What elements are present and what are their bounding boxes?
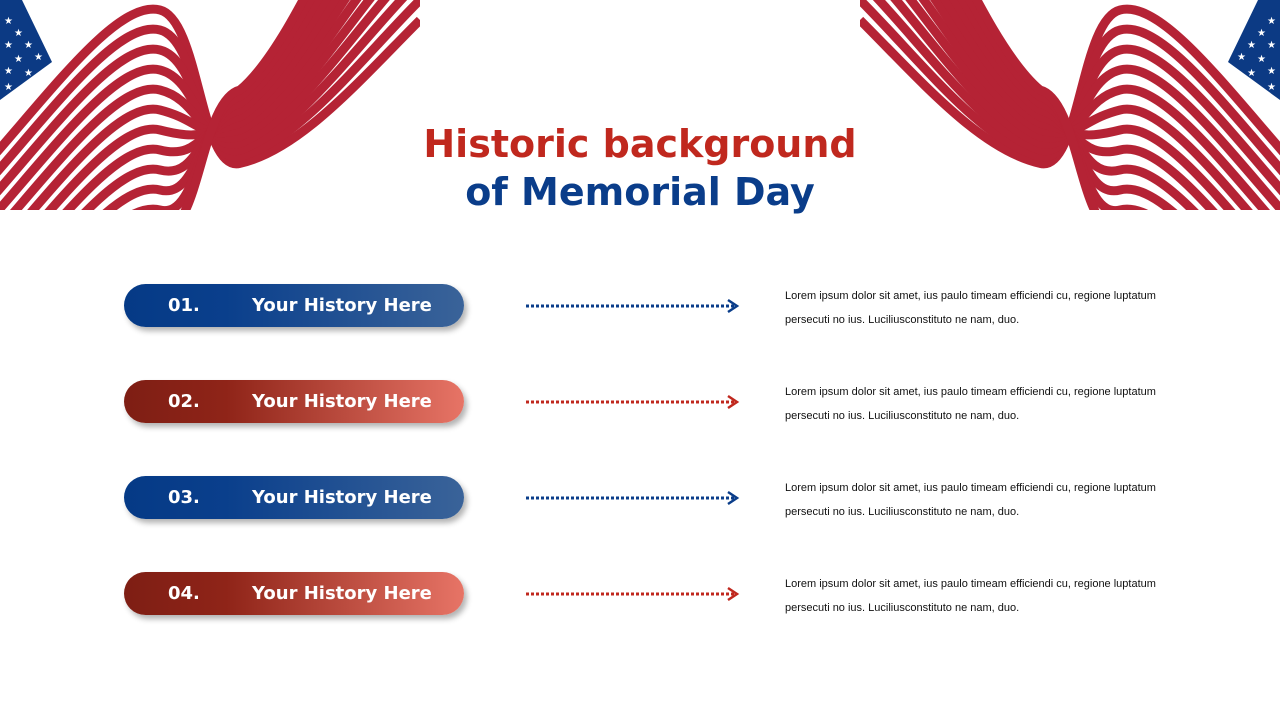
dotted-arrow-icon bbox=[524, 490, 744, 506]
star-icon: ★ bbox=[34, 52, 43, 63]
page-title bbox=[0, 120, 1280, 216]
history-number: 03. bbox=[168, 487, 200, 508]
history-description: Lorem ipsum dolor sit amet, ius paulo timeam efficiendi cu, regione luptatum persecuti no ius. Luciliusconstituto ne nam, duo. bbox=[785, 386, 1156, 422]
history-item bbox=[124, 380, 1224, 424]
title-line-1: Historic background bbox=[423, 122, 857, 166]
history-description: Lorem ipsum dolor sit amet, ius paulo timeam efficiendi cu, regione luptatum persecuti no ius. Luciliusconstituto ne nam, duo. bbox=[785, 482, 1156, 518]
history-pill[interactable] bbox=[124, 284, 464, 327]
dotted-arrow-icon bbox=[524, 298, 744, 314]
history-description: Lorem ipsum dolor sit amet, ius paulo timeam efficiendi cu, regione luptatum persecuti no ius. Luciliusconstituto ne nam, duo. bbox=[785, 290, 1156, 326]
star-icon: ★ bbox=[1267, 40, 1276, 51]
history-pill[interactable] bbox=[124, 572, 464, 615]
star-icon: ★ bbox=[1257, 54, 1266, 65]
star-icon: ★ bbox=[4, 66, 13, 77]
history-item bbox=[124, 476, 1224, 520]
history-label: Your History Here bbox=[252, 487, 432, 508]
title-line-2: of Memorial Day bbox=[465, 170, 815, 214]
history-label: Your History Here bbox=[252, 583, 432, 604]
history-item bbox=[124, 284, 1224, 328]
star-icon: ★ bbox=[14, 28, 23, 39]
star-icon: ★ bbox=[1267, 66, 1276, 77]
star-icon: ★ bbox=[1267, 16, 1276, 27]
star-icon: ★ bbox=[4, 40, 13, 51]
star-icon: ★ bbox=[24, 68, 33, 79]
star-icon: ★ bbox=[4, 16, 13, 27]
dotted-arrow-icon bbox=[524, 586, 744, 602]
history-pill[interactable] bbox=[124, 476, 464, 519]
history-pill[interactable] bbox=[124, 380, 464, 423]
star-icon: ★ bbox=[1237, 52, 1246, 63]
history-label: Your History Here bbox=[252, 295, 432, 316]
history-number: 04. bbox=[168, 583, 200, 604]
star-icon: ★ bbox=[4, 82, 13, 93]
dotted-arrow-icon bbox=[524, 394, 744, 410]
star-icon: ★ bbox=[1247, 40, 1256, 51]
star-icon: ★ bbox=[1267, 82, 1276, 93]
star-icon: ★ bbox=[1257, 28, 1266, 39]
history-label: Your History Here bbox=[252, 391, 432, 412]
history-number: 01. bbox=[168, 295, 200, 316]
star-icon: ★ bbox=[1247, 68, 1256, 79]
history-number: 02. bbox=[168, 391, 200, 412]
history-description: Lorem ipsum dolor sit amet, ius paulo timeam efficiendi cu, regione luptatum persecuti no ius. Luciliusconstituto ne nam, duo. bbox=[785, 578, 1156, 614]
star-icon: ★ bbox=[24, 40, 33, 51]
star-icon: ★ bbox=[14, 54, 23, 65]
history-item bbox=[124, 572, 1224, 616]
